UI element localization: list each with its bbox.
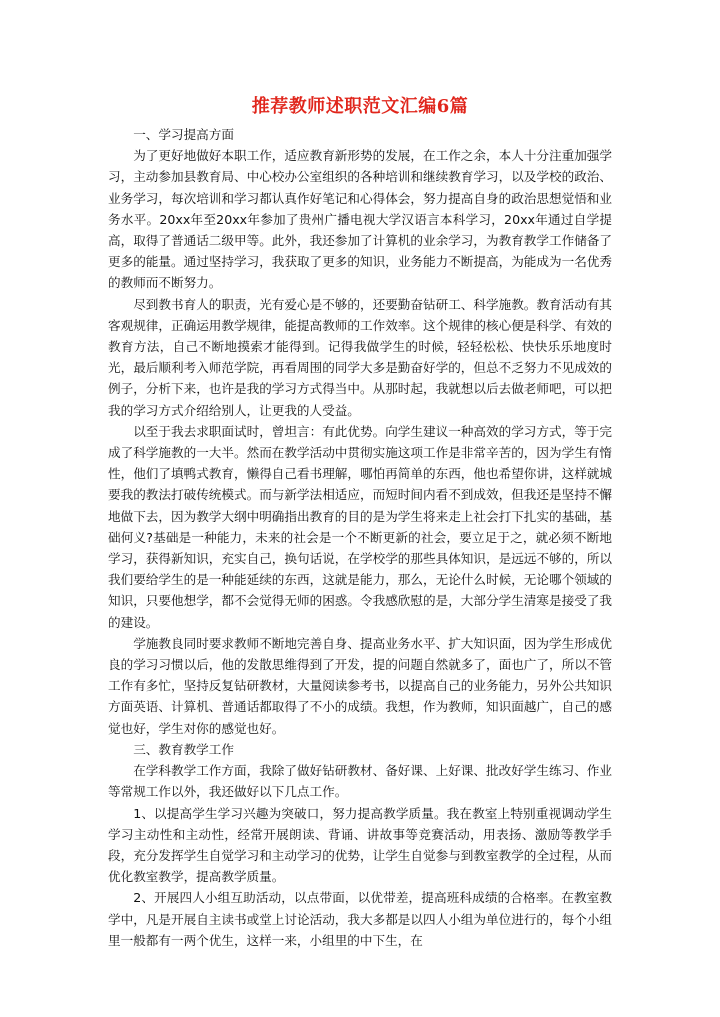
- body-paragraph: 学施教良同时要求教师不断地完善自身、提高业务水平、扩大知识面，因为学生形成优良的学习习惯以后，他的发散思维得到了开发，提的问题自然就多了，面也广了，所以不管工作有多忙，坚持反复钻研教材，大量阅读参考书，以提高自己的业务能力，另外公共知识方面英语、计算机、普通话都取得了不小的成绩。我想，作为教师，知识面越广，自己的感觉也好，学生对你的感觉也好。: [108, 635, 612, 736]
- body-paragraph: 为了更好地做好本职工作，适应教育新形势的发展，在工作之余，本人十分注重加强学习，主动参加县教育局、中心校办公室组织的各种培训和继续教育学习，以及学校的政治、业务学习，每次培训和学习都认真作好笔记和心得体会，努力提高自身的政治思想觉悟和业务水平。20xx年至20xx年参加了贵州广播电视大学汉语言本科学习，20xx年通过自学提高，取得了普通话二级甲等。此外，我还参加了计算机的业余学习，为教育教学工作储备了更多的能量。通过坚持学习，我获取了更多的知识，业务能力不断提高，为能成为一名优秀的教师而不断努力。: [108, 148, 612, 291]
- body-paragraph: 以至于我去求职面试时，曾坦言：有此优势。向学生建议一种高效的学习方式，等于完成了科学施教的一大半。然而在教学活动中贯彻实施这项工作是非常辛苦的，因为学生有惰性，他们了填鸭式教育，懒得自己看书理解，哪怕再简单的东西，他也希望你讲，这样就城要我的教法打破传统模式。而与新学法相适应，而短时间内看不到成效，但我还是坚持不懈地做下去，因为教学大纲中明确指出教育的目的是为学生将来走上社会打下扎实的基础，基础何义?基础是一种能力，未来的社会是一个不断更新的社会，要立足于之，就必须不断地学习，获得新知识，充实自己，换句话说，在学校学的那些具体知识，是远远不够的，所以我们要给学生的是一种能延续的东西，这就是能力，那么，无论什么时候，无论哪个领域的知识，只要他想学，都不会觉得无师的困惑。令我感欣慰的是，大部分学生清寒是接受了我的建设。: [108, 423, 612, 630]
- body-paragraph: 1、以提高学生学习兴趣为突破口，努力提高教学质量。我在教室上特别重视调动学生学习主动性和主动性，经常开展朗读、背诵、讲故事等竞赛活动，用表扬、激励等教学手段，充分发挥学生自觉学习和主动学习的优势，让学生自觉参与到教室教学的全过程，从而优化教室教学，提高教学质量。: [108, 805, 612, 885]
- document-body: [108, 124, 612, 951]
- body-paragraph: 2、开展四人小组互助活动，以点带面，以优带差，提高班科成绩的合格率。在教室教学中，凡是开展自主读书或堂上讨论活动，我大多都是以四人小组为单位进行的，每个小组里一般都有一两个优生，这样一来，小组里的中下生，在: [108, 890, 612, 948]
- section-heading: 三、教育教学工作: [133, 741, 234, 757]
- document-title: 推荐教师述职范文汇编6篇: [251, 96, 469, 117]
- section-heading: 一、学习提高方面: [133, 127, 234, 142]
- body-paragraph: 在学科教学工作方面，我除了做好钻研教材、备好课、上好课、批改好学生练习、作业等常规工作以外，我还做好以下几点工作。: [108, 763, 612, 800]
- body-paragraph: 尽到教书育人的职责，光有爱心是不够的，还要勤奋钻研工、科学施教。教育活动有其客观规律，正确运用教学规律，能提高教师的工作效率。这个规律的核心便是科学、有效的教育方法，自己不断地摸索才能得到。记得我做学生的时候，轻轻松松、快快乐乐地度时光，最后顺利考入师范学院，再看周围的同学大多是勤奋好学的，但总不乏努力不见成效的例子，分析下来，也许是我的学习方式得当中。从那时起，我就想以后去做老师吧，可以把我的学习方式介绍给别人，让更我的人受益。: [108, 296, 612, 418]
